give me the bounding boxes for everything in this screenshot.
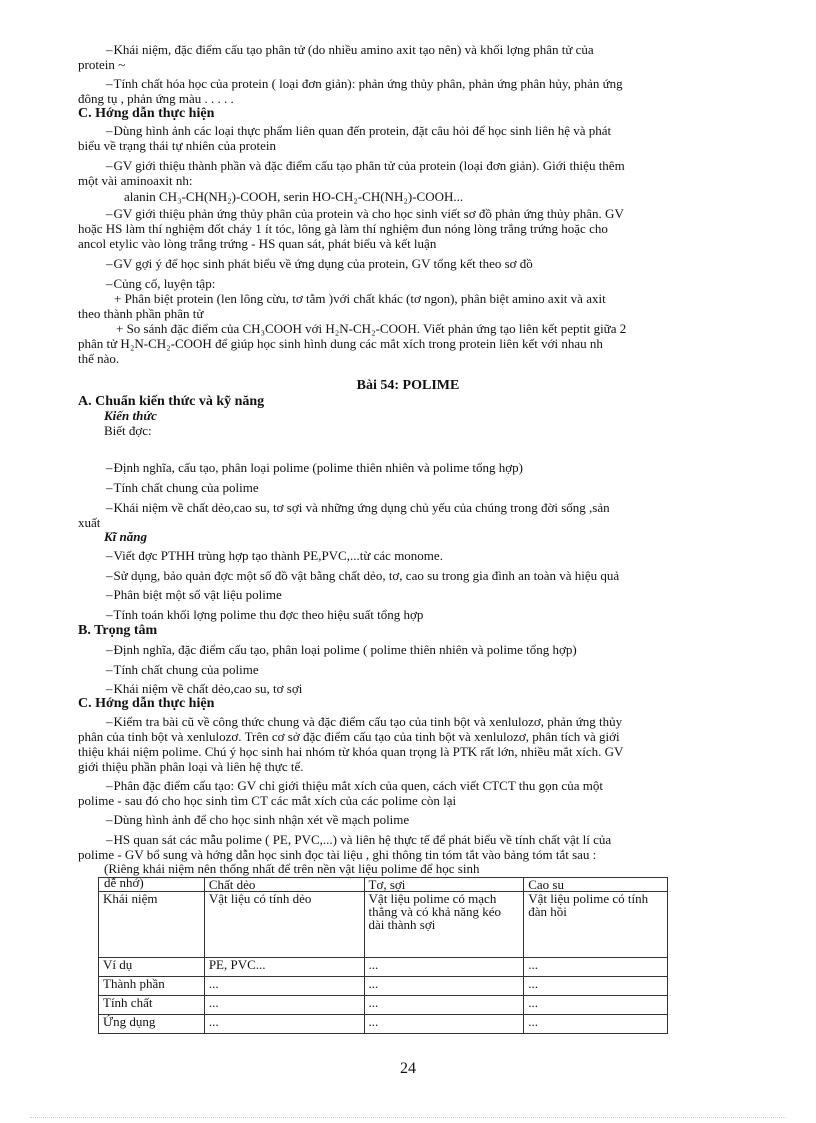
text-line: – Tính chất hóa học của protein ( loại đơn giản): phản ứng thủy phân, phản ứng phân hủy, phản ứng (106, 77, 796, 91)
table-cell: ... (524, 977, 668, 996)
table-cell: ... (524, 996, 668, 1015)
table-cell: PE, PVC... (204, 958, 364, 977)
table-cell: ... (364, 977, 524, 996)
table-cell: ... (204, 1015, 364, 1034)
table-cell: Vật liệu có tính dẻo (204, 892, 364, 958)
text-line: polime - sau đó cho học sinh tìm CT các mắt xích của các polime còn lại (78, 793, 457, 808)
text-line: ancol etylic vào lòng trắng trứng - HS quan sát, phát biểu và kết luận (78, 236, 437, 251)
text-line: – Khái niệm về chất dẻo,cao su, tơ sợi và những ứng dụng chủ yếu của chúng trong đời sống ,sản (106, 501, 796, 515)
table-row (99, 996, 668, 1015)
text-line: phân tử H₂N-CH₂-COOH để giúp học sinh hình dung các mắt xích trong protein liên kết với nhau nh (78, 336, 603, 351)
text-line: Biết đợc: (104, 423, 152, 438)
table-cell: Vật liệu polime có mạch thẳng và có khả năng kéo dài thành sợi (364, 892, 524, 958)
table-cell: ... (204, 977, 364, 996)
table-cell: ... (364, 1015, 524, 1034)
text-line: – Tính toán khối lợng polime thu đợc theo hiệu suất tổng hợp (106, 608, 796, 622)
subsection-label: Kiến thức (104, 408, 157, 423)
row-label: Ứng dụng (99, 1015, 205, 1034)
text-line: theo thành phần phân tử (78, 306, 204, 321)
page-number: 24 (400, 1060, 416, 1077)
text-line: – Khái niệm, đặc điểm cấu tạo phân tử (do nhiều amino axit tạo nên) và khối lợng phân tử của (106, 43, 796, 57)
summary-table (98, 877, 668, 1034)
text-line: – GV giới thiệu phản ứng thủy phân của protein và cho học sinh viết sơ đồ phản ứng thủy phân. GV (106, 207, 796, 221)
text-line: thiệu khái niệm polime. Chú ý học sinh hai nhóm từ khóa quan trọng là PTK rất lớn, nhiều mắt xích. GV (78, 744, 624, 759)
text-line: – Viết đợc PTHH trùng hợp tạo thành PE,PVC,...từ các monome. (106, 549, 796, 563)
table-header: Chất dẻo (204, 878, 364, 892)
table-cell: ... (524, 958, 668, 977)
text-line: – Khái niệm về chất dẻo,cao su, tơ sợi (106, 682, 796, 696)
table-cell: ... (364, 958, 524, 977)
text-line: – Dùng hình ảnh để cho học sinh nhận xét về mạch polime (106, 813, 796, 827)
section-heading: B. Trọng tâm (78, 623, 158, 638)
text-line: – Phân đặc điểm cấu tạo: GV chỉ giới thiệu mắt xích của quen, cách viết CTCT thu gọn của một (106, 779, 796, 793)
section-heading: C. Hớng dẫn thực hiện (78, 106, 215, 121)
text-line: phân của tinh bột và xenlulozơ. Trên cơ sở đặc điểm cấu tạo của tinh bột và xenlulozơ, phân tích và giới (78, 729, 620, 744)
text-line: – Củng cố, luyện tập: (106, 277, 796, 291)
row-label: Thành phần (99, 977, 205, 996)
text-line: xuất (78, 515, 101, 530)
text-line: – Tính chất chung của polime (106, 663, 796, 677)
text-line: (Riêng khái niệm nên thống nhất để trên nền vật liệu polime để học sinh (104, 861, 480, 876)
text-line: một vài aminoaxit nh: (78, 173, 193, 188)
page-bottom-divider (30, 1117, 786, 1118)
section-heading: A. Chuẩn kiến thức và kỹ năng (78, 394, 265, 409)
text-line: – Tính chất chung của polime (106, 481, 796, 495)
text-line: – Dùng hình ảnh các loại thực phẩm liên quan đến protein, đặt câu hỏi để học sinh liên hệ và phát (106, 124, 796, 138)
lesson-title: Bài 54: POLIME (356, 378, 460, 393)
table-cell: ... (364, 996, 524, 1015)
subsection-label: Kĩ năng (104, 529, 147, 544)
table-cell: ... (204, 996, 364, 1015)
text-line: – GV gợi ý để học sinh phát biểu về ứng dụng của protein, GV tổng kết theo sơ đồ (106, 257, 796, 271)
text-line: protein ~ (78, 57, 126, 72)
text-line: giới thiệu phần phân loại và liên hệ thực tế. (78, 759, 304, 774)
text-line: – GV giới thiệu thành phần và đặc điểm cấu tạo phân tử của protein (loại đơn giản). Giới thiệu thêm (106, 159, 796, 173)
text-line: hoặc HS làm thí nghiệm đốt cháy 1 ít tóc, lông gà làm thí nghiệm đun nóng lòng trắng trứng hoặc cho (78, 221, 608, 236)
table-cell (99, 878, 205, 892)
text-line: – HS quan sát các mẫu polime ( PE, PVC,...) và liên hệ thực tế để phát biểu về tính chất vật lí của (106, 833, 796, 847)
text-line: polime - GV bổ sung và hớng dẫn học sinh đọc tài liệu , ghi thông tin tóm tắt vào bảng tóm tắt sau : (78, 847, 597, 862)
row-label: Ví dụ (99, 958, 205, 977)
text-line: – Phân biệt một số vật liệu polime (106, 588, 796, 602)
text-line: – Định nghĩa, đặc điểm cấu tạo, phân loại polime ( polime thiên nhiên và polime tổng hợp) (106, 643, 796, 657)
table-cell: ... (524, 1015, 668, 1034)
table-row (99, 1015, 668, 1034)
text-line: alanin CH₃-CH(NH₂)-COOH, serin HO-CH₂-CH(NH₂)-COOH... (124, 189, 464, 204)
text-line: – Định nghĩa, cấu tạo, phân loại polime (polime thiên nhiên và polime tổng hợp) (106, 461, 796, 475)
text-line: biểu về trạng thái tự nhiên của protein (78, 138, 277, 153)
text-line: dễ nhớ) (104, 875, 144, 890)
table-row (99, 977, 668, 996)
text-line: + So sánh đặc điểm của CH₃COOH với H₂N-CH₂-COOH. Viết phản ứng tạo liên kết peptit giữa 2 (116, 321, 627, 336)
table-cell: Vật liệu polime có tính đàn hồi (524, 892, 668, 958)
table-header: Tơ, sợi (364, 878, 524, 892)
table-row (99, 892, 668, 958)
text-line: – Kiểm tra bài cũ về công thức chung và đặc điểm cấu tạo của tinh bột và xenlulozơ, phản ứng thủy (106, 715, 796, 729)
row-label: Khái niệm (99, 892, 205, 958)
row-label: Tính chất (99, 996, 205, 1015)
text-line: + Phân biệt protein (len lông cừu, tơ tằm )với chất khác (tơ ngon), phân biệt amino axit và axit (114, 291, 606, 306)
table-row (99, 958, 668, 977)
text-line: – Sử dụng, bảo quản đợc một số đồ vật bằng chất dẻo, tơ, cao su trong gia đình an toàn và hiệu quả (106, 569, 796, 583)
table-header-row (99, 878, 668, 892)
text-line: đông tụ , phản ứng màu . . . . . (78, 91, 234, 106)
section-heading: C. Hớng dẫn thực hiện (78, 696, 215, 711)
table-header: Cao su (524, 878, 668, 892)
text-line: thế nào. (78, 351, 120, 366)
